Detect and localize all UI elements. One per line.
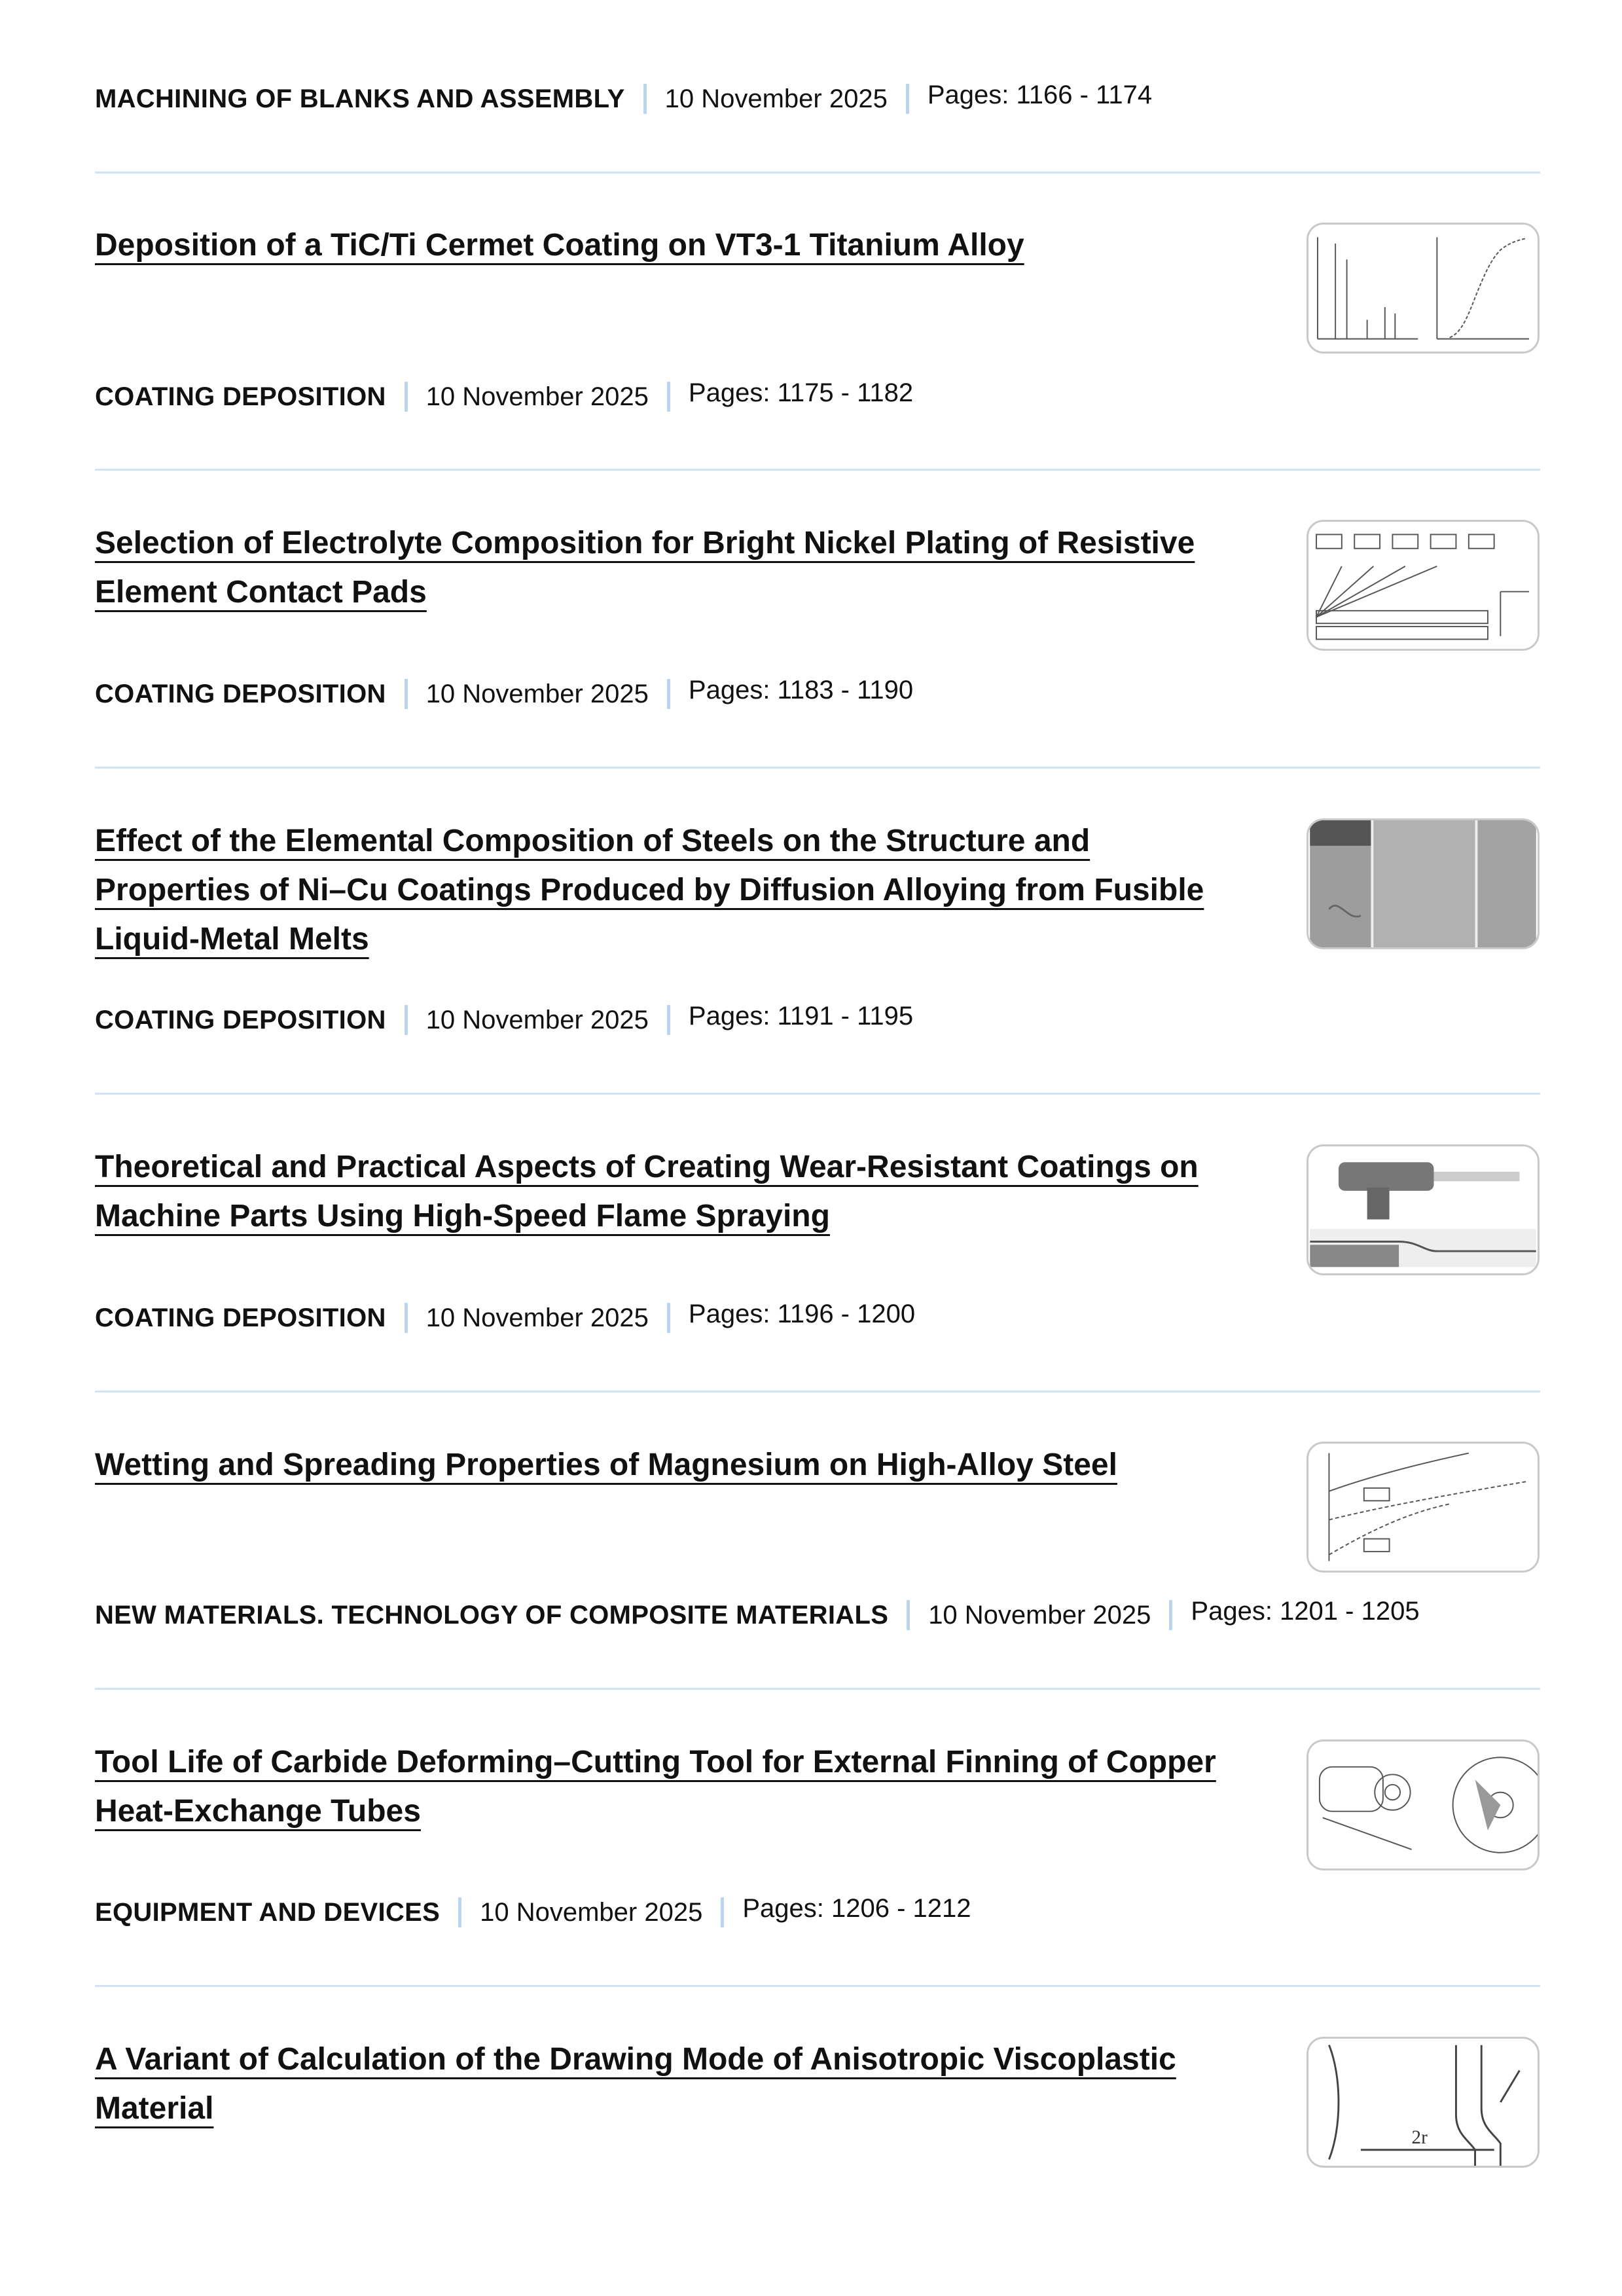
divider bbox=[95, 1985, 1540, 1987]
article-thumbnail[interactable] bbox=[1307, 223, 1540, 354]
page-range: Pages: 1191 - 1195 bbox=[688, 1001, 914, 1030]
publication-date: 10 November 2025 bbox=[425, 1303, 649, 1332]
section-label: MACHINING OF BLANKS AND ASSEMBLY bbox=[95, 84, 625, 113]
page-range: Pages: 1183 - 1190 bbox=[688, 675, 914, 704]
publication-date: 10 November 2025 bbox=[425, 1005, 649, 1034]
article-meta-row bbox=[95, 80, 1153, 114]
publication-date: 10 November 2025 bbox=[480, 1897, 703, 1927]
meta-separator bbox=[1169, 1600, 1172, 1630]
divider bbox=[95, 469, 1540, 471]
divider bbox=[95, 1093, 1540, 1095]
article-title bbox=[95, 1440, 1247, 1489]
xrd-and-size-distribution-chart bbox=[1308, 225, 1538, 352]
article-meta-row bbox=[95, 1596, 1420, 1630]
article-title-link[interactable]: Wetting and Spreading Properties of Magnesium on High-Alloy Steel bbox=[95, 1448, 1117, 1482]
micrograph-panels bbox=[1308, 820, 1538, 947]
article-title-link[interactable]: Tool Life of Carbide Deforming–Cutting Tool for External Finning of Copper Heat-Exchange Tubes bbox=[95, 1745, 1216, 1829]
section-label: COATING DEPOSITION bbox=[95, 679, 386, 708]
article-title-link[interactable]: Theoretical and Practical Aspects of Creating Wear-Resistant Coatings on Machine Parts Using High-Speed Flame Spraying bbox=[95, 1150, 1198, 1233]
article-meta-row bbox=[95, 378, 914, 412]
article-meta-row bbox=[95, 675, 914, 709]
meta-separator bbox=[667, 382, 670, 412]
meta-separator bbox=[405, 382, 408, 412]
drawing-die-profile bbox=[1308, 2039, 1538, 2166]
divider bbox=[95, 172, 1540, 173]
article-title bbox=[95, 1738, 1247, 1836]
section-label: EQUIPMENT AND DEVICES bbox=[95, 1897, 441, 1927]
article-meta-row bbox=[95, 1001, 914, 1035]
publication-date: 10 November 2025 bbox=[425, 382, 649, 411]
cutting-tool-drawing bbox=[1308, 1741, 1538, 1868]
article-title bbox=[95, 519, 1247, 617]
article-title bbox=[95, 1142, 1247, 1241]
article-title-link[interactable]: Selection of Electrolyte Composition for Bright Nickel Plating of Resistive Element Contact Pads bbox=[95, 526, 1195, 610]
article-thumbnail[interactable] bbox=[1307, 1442, 1540, 1573]
publication-date: 10 November 2025 bbox=[425, 679, 649, 708]
plating-bath-schematic bbox=[1308, 522, 1538, 649]
spray-gun-diagram bbox=[1308, 1146, 1538, 1273]
section-label: NEW MATERIALS. TECHNOLOGY OF COMPOSITE MATERIALS bbox=[95, 1600, 889, 1630]
meta-separator bbox=[458, 1897, 461, 1927]
article-thumbnail[interactable] bbox=[1307, 1144, 1540, 1275]
article-title-link[interactable]: Effect of the Elemental Composition of Steels on the Structure and Properties of Ni–Cu Coatings Produced by Diffusion Alloying from Fusible Liquid-Metal Melts bbox=[95, 824, 1204, 957]
meta-separator bbox=[405, 1005, 408, 1035]
radius-label: 2r bbox=[1411, 2127, 1428, 2149]
meta-separator bbox=[405, 679, 408, 709]
divider bbox=[95, 1688, 1540, 1690]
article-meta-row bbox=[95, 1299, 916, 1333]
article-thumbnail[interactable] bbox=[1307, 1740, 1540, 1870]
page-range: Pages: 1196 - 1200 bbox=[688, 1299, 916, 1328]
article-title bbox=[95, 2035, 1247, 2133]
meta-separator bbox=[405, 1303, 408, 1333]
section-label: COATING DEPOSITION bbox=[95, 1303, 386, 1332]
section-label: COATING DEPOSITION bbox=[95, 382, 386, 411]
article-title bbox=[95, 816, 1247, 964]
meta-separator bbox=[721, 1897, 724, 1927]
meta-separator bbox=[667, 1005, 670, 1035]
meta-separator bbox=[643, 84, 647, 114]
article-thumbnail[interactable] bbox=[1307, 818, 1540, 949]
page-range: Pages: 1201 - 1205 bbox=[1191, 1596, 1420, 1626]
article-title-link[interactable]: A Variant of Calculation of the Drawing Mode of Anisotropic Viscoplastic Material bbox=[95, 2042, 1176, 2126]
meta-separator bbox=[667, 1303, 670, 1333]
article-meta-row bbox=[95, 1893, 971, 1927]
article-thumbnail[interactable] bbox=[1307, 520, 1540, 651]
publication-date: 10 November 2025 bbox=[664, 84, 888, 113]
divider bbox=[95, 767, 1540, 769]
article-title bbox=[95, 221, 1247, 270]
page-range: Pages: 1166 - 1174 bbox=[927, 80, 1153, 109]
divider bbox=[95, 1391, 1540, 1393]
meta-separator bbox=[907, 1600, 910, 1630]
article-title-link[interactable]: Deposition of a TiC/Ti Cermet Coating on VT3-1 Titanium Alloy bbox=[95, 228, 1024, 263]
article-thumbnail[interactable] bbox=[1307, 2037, 1540, 2168]
section-label: COATING DEPOSITION bbox=[95, 1005, 386, 1034]
wetting-curves-chart bbox=[1308, 1444, 1538, 1571]
publication-date: 10 November 2025 bbox=[928, 1600, 1151, 1630]
meta-separator bbox=[667, 679, 670, 709]
page-range: Pages: 1206 - 1212 bbox=[742, 1893, 971, 1923]
page-range: Pages: 1175 - 1182 bbox=[688, 378, 914, 407]
meta-separator bbox=[906, 84, 909, 114]
